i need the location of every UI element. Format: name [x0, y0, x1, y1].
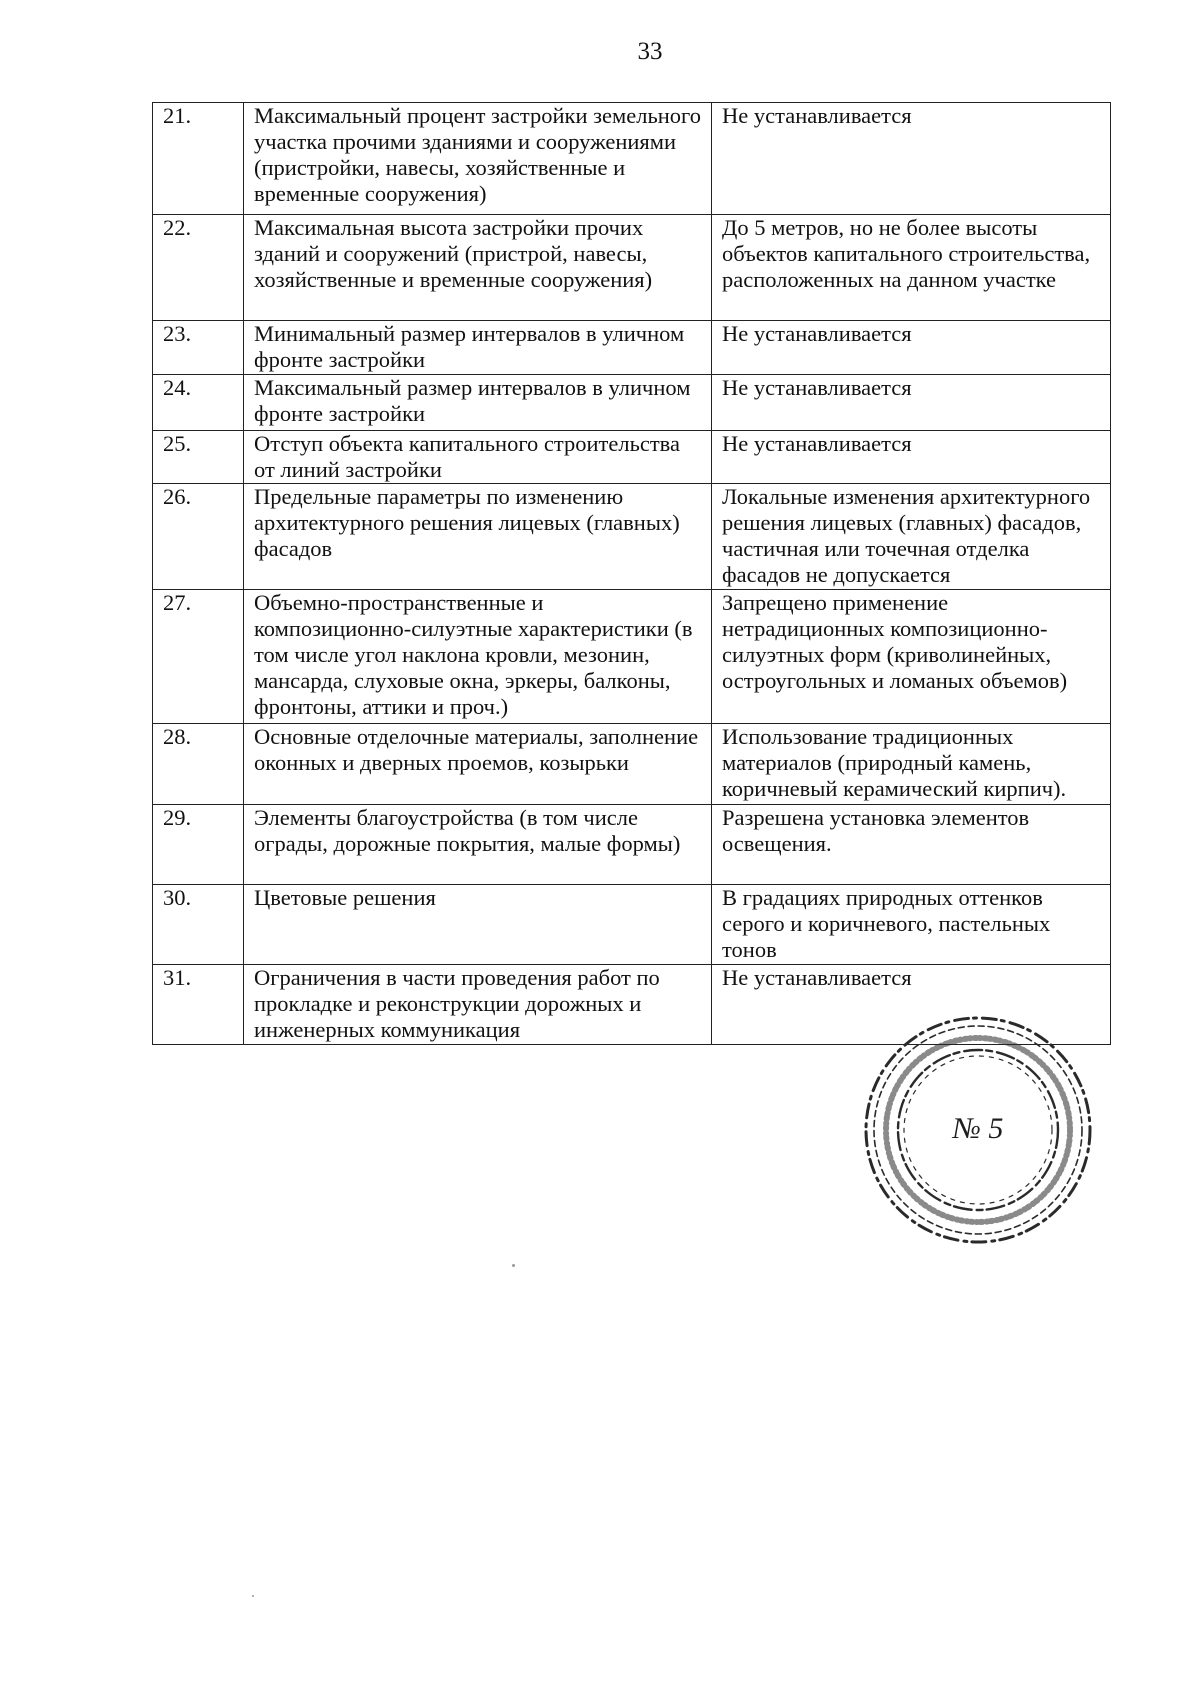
table-row	[153, 431, 1111, 484]
parameter-value: Не устанавливается	[712, 965, 1111, 1045]
parameter-name: Максимальный процент застройки земельного участка прочими зданиями и сооружениями (пристройки, навесы, хозяйственные и временные сооружения)	[244, 103, 712, 215]
row-number: 21.	[153, 103, 244, 215]
scan-speck	[512, 1264, 515, 1267]
row-number: 22.	[153, 215, 244, 321]
parameter-name: Максимальная высота застройки прочих зданий и сооружений (пристрой, навесы, хозяйственные и временные сооружения)	[244, 215, 712, 321]
scan-speck	[252, 1595, 254, 1597]
parameter-name: Ограничения в части проведения работ по прокладке и реконструкции дорожных и инженерных коммуникация	[244, 965, 712, 1045]
parameter-name: Предельные параметры по изменению архитектурного решения лицевых (главных) фасадов	[244, 484, 712, 590]
parameter-value: Не устанавливается	[712, 431, 1111, 484]
table-row	[153, 484, 1111, 590]
parameter-value: Запрещено применение нетрадиционных композиционно-силуэтных форм (криволинейных, остроугольных и ломаных объемов)	[712, 590, 1111, 724]
table-row	[153, 375, 1111, 431]
parameter-value: Не устанавливается	[712, 375, 1111, 431]
parameter-name: Отступ объекта капитального строительства от линий застройки	[244, 431, 712, 484]
parameter-value: До 5 метров, но не более высоты объектов капитального строительства, расположенных на данном участке	[712, 215, 1111, 321]
table-row	[153, 724, 1111, 805]
parameter-value: Не устанавливается	[712, 321, 1111, 375]
row-number: 29.	[153, 805, 244, 885]
parameter-value: Использование традиционных материалов (природный камень, коричневый керамический кирпич).	[712, 724, 1111, 805]
official-stamp	[858, 1010, 1098, 1250]
parameter-name: Минимальный размер интервалов в уличном фронте застройки	[244, 321, 712, 375]
parameter-value: Разрешена установка элементов освещения.	[712, 805, 1111, 885]
parameters-table	[152, 102, 1111, 1045]
parameter-value: В градациях природных оттенков серого и коричневого, пастельных тонов	[712, 885, 1111, 965]
row-number: 24.	[153, 375, 244, 431]
parameter-name: Цветовые решения	[244, 885, 712, 965]
table-row	[153, 215, 1111, 321]
table-row	[153, 103, 1111, 215]
row-number: 27.	[153, 590, 244, 724]
stamp-label: № 5	[952, 1112, 1004, 1145]
table-row	[153, 885, 1111, 965]
page-number: 33	[637, 38, 663, 65]
parameter-name: Элементы благоустройства (в том числе ограды, дорожные покрытия, малые формы)	[244, 805, 712, 885]
row-number: 28.	[153, 724, 244, 805]
row-number: 26.	[153, 484, 244, 590]
parameter-value: Локальные изменения архитектурного решения лицевых (главных) фасадов, частичная или точечная отделка фасадов не допускается	[712, 484, 1111, 590]
parameter-name: Объемно-пространственные и композиционно-силуэтные характеристики (в том числе угол наклона кровли, мезонин, мансарда, слуховые окна, эркеры, балконы, фронтоны, аттики и проч.)	[244, 590, 712, 724]
parameter-name: Основные отделочные материалы, заполнение оконных и дверных проемов, козырьки	[244, 724, 712, 805]
parameter-value: Не устанавливается	[712, 103, 1111, 215]
row-number: 25.	[153, 431, 244, 484]
table-row	[153, 321, 1111, 375]
parameter-name: Максимальный размер интервалов в уличном фронте застройки	[244, 375, 712, 431]
row-number: 30.	[153, 885, 244, 965]
row-number: 31.	[153, 965, 244, 1045]
table-row	[153, 590, 1111, 724]
table-row	[153, 805, 1111, 885]
row-number: 23.	[153, 321, 244, 375]
